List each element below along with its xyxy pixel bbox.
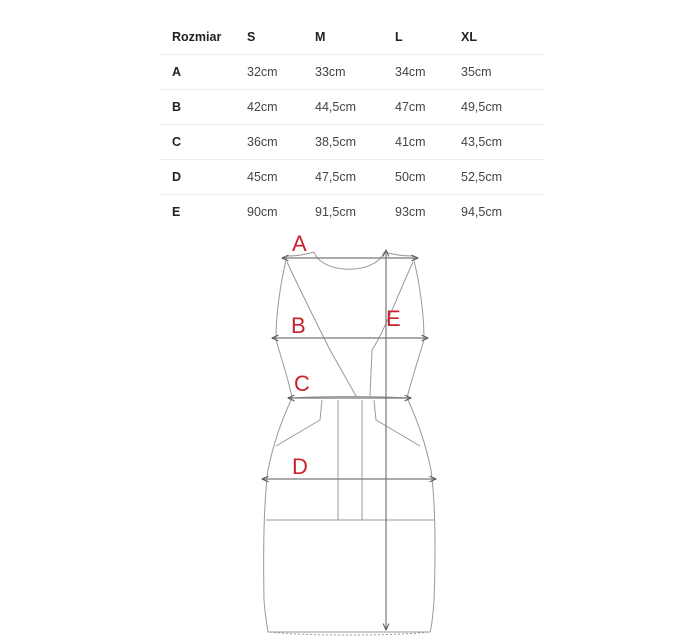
table-cell: 35cm bbox=[461, 65, 492, 79]
measurement-labels bbox=[291, 231, 401, 479]
table-cell: 38,5cm bbox=[315, 135, 356, 149]
label-b: B bbox=[291, 313, 306, 338]
label-a: A bbox=[292, 231, 307, 256]
row-label: E bbox=[172, 205, 181, 219]
table-cell: 44,5cm bbox=[315, 100, 356, 114]
table-cell: 94,5cm bbox=[461, 205, 502, 219]
table-cell: 50cm bbox=[395, 170, 426, 184]
header-size: Rozmiar bbox=[172, 30, 222, 44]
table-cell: 49,5cm bbox=[461, 100, 502, 114]
table-cell: 33cm bbox=[315, 65, 346, 79]
label-c: C bbox=[294, 371, 310, 396]
row-label: D bbox=[172, 170, 182, 184]
label-e: E bbox=[386, 306, 401, 331]
table-cell: 52,5cm bbox=[461, 170, 502, 184]
table-cell: 43,5cm bbox=[461, 135, 502, 149]
header-m: M bbox=[315, 30, 326, 44]
header-s: S bbox=[247, 30, 256, 44]
table-cell: 34cm bbox=[395, 65, 426, 79]
table-cell: 36cm bbox=[247, 135, 278, 149]
header-l: L bbox=[395, 30, 403, 44]
dress-outline bbox=[264, 252, 435, 635]
row-label: A bbox=[172, 65, 182, 79]
table-cell: 42cm bbox=[247, 100, 278, 114]
row-label: C bbox=[172, 135, 182, 149]
table-cell: 91,5cm bbox=[315, 205, 356, 219]
table-cell: 93cm bbox=[395, 205, 426, 219]
table-cell: 41cm bbox=[395, 135, 426, 149]
row-label: B bbox=[172, 100, 182, 114]
table-cell: 45cm bbox=[247, 170, 278, 184]
table-cell: 32cm bbox=[247, 65, 278, 79]
header-xl: XL bbox=[461, 30, 477, 44]
table-cell: 47cm bbox=[395, 100, 426, 114]
label-d: D bbox=[292, 454, 308, 479]
table-cell: 90cm bbox=[247, 205, 278, 219]
table-cell: 47,5cm bbox=[315, 170, 356, 184]
